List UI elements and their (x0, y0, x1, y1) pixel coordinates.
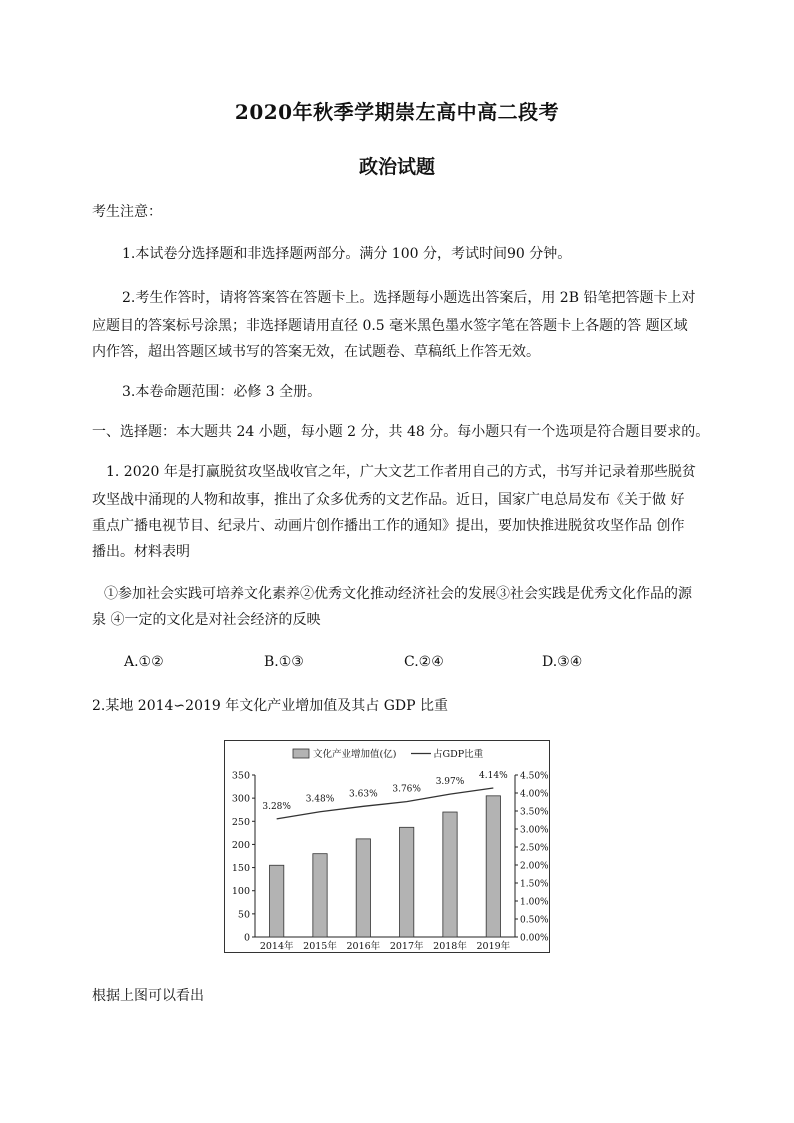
y-right-tick-label: 1.00% (520, 897, 549, 908)
notice-item-2-line-2: 应题目的答案标号涂黑；非选择题请用直径 0.5 毫米黑色墨水签字笔在答题卡上各题的答 题区域 (92, 318, 688, 334)
x-tick-label: 2018年 (433, 941, 467, 952)
question-2-stem: 2.某地 2014∽2019 年文化产业增加值及其占 GDP 比重 (92, 698, 448, 714)
data-label: 4.14% (479, 770, 508, 781)
question-1-line-4: 播出。材料表明 (92, 544, 190, 560)
bar (486, 796, 500, 937)
question-1-statements-line-1: ①参加社会实践可培养文化素养②优秀文化推动经济社会的发展③社会实践是优秀文化作品的源 (104, 586, 692, 602)
x-tick-label: 2017年 (389, 941, 424, 952)
legend-line-label: 占GDP比重 (433, 749, 484, 760)
y-left-tick-label: 100 (231, 886, 250, 898)
y-right-tick-label: 4.50% (520, 771, 549, 782)
y-right-tick-label: 4.00% (520, 789, 549, 800)
question-1-line-1: 1. 2020 年是打赢脱贫攻坚战收官之年，广大文艺工作者用自己的方式，书写并记录着那些脱贫 (106, 464, 696, 480)
notice-item-2-line-1: 2.考生作答时，请将答案答在答题卡上。选择题每小题选出答案后，用 2B 铅笔把答题卡上对 (122, 290, 696, 306)
y-left-tick-label: 300 (231, 793, 250, 805)
page-subtitle: 政治试题 (358, 156, 435, 178)
y-right-tick-label: 3.00% (520, 825, 549, 836)
bar (313, 854, 327, 937)
y-left-tick-label: 350 (231, 770, 250, 782)
x-tick-label: 2016年 (346, 941, 381, 952)
y-right-tick-label: 3.50% (520, 807, 549, 818)
y-left-tick-label: 0 (243, 932, 250, 944)
option-a[interactable]: A.①② (124, 654, 164, 670)
y-left-tick-label: 200 (231, 839, 250, 851)
y-right-tick-label: 2.50% (520, 843, 549, 854)
bar (400, 827, 414, 937)
question-1-line-2: 攻坚战中涌现的人物和故事，推出了众多优秀的文艺作品。近日，国家广电总局发布《关于做 好 (92, 492, 685, 508)
y-left-tick-label: 250 (231, 816, 250, 828)
question-1-statements-line-2: 泉 ④一定的文化是对社会经济的反映 (92, 612, 321, 628)
notice-item-3: 3.本卷命题范围：必修 3 全册。 (122, 384, 322, 400)
x-tick-label: 2014年 (259, 941, 294, 952)
data-label: 3.63% (349, 789, 378, 800)
chart-container (224, 740, 550, 953)
section-heading: 一、选择题：本大题共 24 小题，每小题 2 分，共 48 分。每小题只有一个选项是符合题目要求的。 (92, 424, 710, 440)
data-label: 3.28% (262, 801, 291, 812)
y-right-tick-label: 2.00% (520, 861, 549, 872)
option-d[interactable]: D.③④ (542, 654, 583, 670)
option-b[interactable]: B.①③ (264, 654, 304, 670)
y-right-tick-label: 0.50% (520, 915, 549, 926)
bar (443, 812, 457, 937)
y-left-tick-label: 50 (237, 909, 250, 921)
y-right-tick-label: 1.50% (520, 879, 549, 890)
data-label: 3.76% (392, 784, 421, 795)
bar (356, 839, 370, 937)
x-tick-label: 2015年 (303, 941, 337, 952)
option-c[interactable]: C.②④ (404, 654, 444, 670)
legend-bar-label: 文化产业增加值(亿) (313, 749, 397, 760)
data-label: 3.97% (435, 777, 465, 788)
question-1-line-3: 重点广播电视节目、纪录片、动画片创作播出工作的通知》提出，要加快推进脱贫攻坚作品 创作 (92, 518, 685, 534)
data-label: 3.48% (305, 794, 335, 805)
y-left-tick-label: 150 (231, 863, 250, 875)
x-tick-label: 2019年 (476, 941, 511, 952)
legend-bar-swatch (293, 749, 309, 758)
y-right-tick-label: 0.00% (520, 933, 549, 944)
notice-item-1: 1.本试卷分选择题和非选择题两部分。满分 100 分，考试时间90 分钟。 (122, 246, 572, 262)
chart (225, 741, 551, 954)
notice-heading: 考生注意： (92, 204, 162, 220)
bar (270, 865, 284, 937)
page-title: 2020年秋季学期崇左高中高二段考 (234, 100, 560, 124)
question-2-after-chart: 根据上图可以看出 (92, 988, 204, 1004)
notice-item-2-line-3: 内作答，超出答题区域书写的答案无效，在试题卷、草稿纸上作答无效。 (92, 344, 540, 360)
